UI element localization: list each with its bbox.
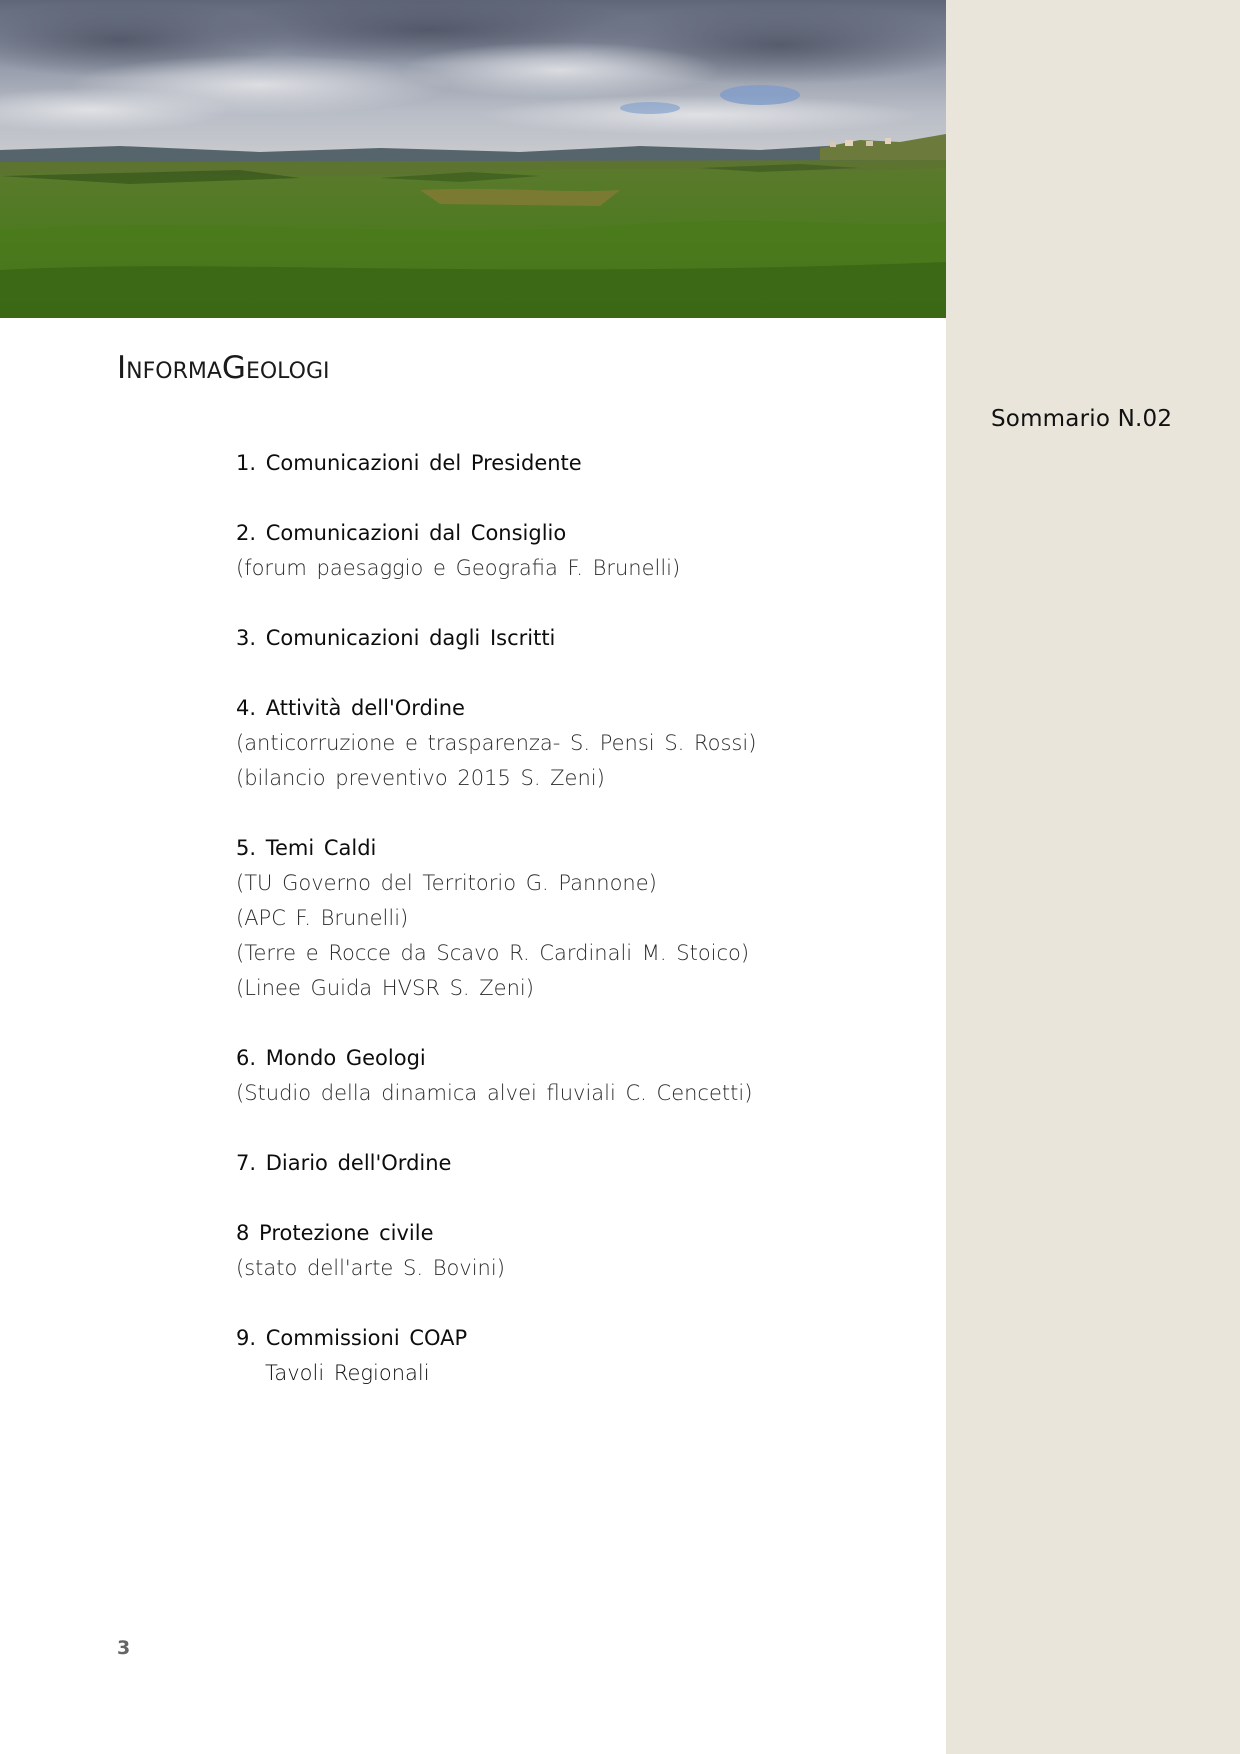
toc-heading[interactable]: 6. Mondo Geologi bbox=[236, 1046, 426, 1070]
toc-detail: (APC F. Brunelli) bbox=[236, 906, 409, 930]
toc-item-6 bbox=[236, 1041, 936, 1111]
toc-heading[interactable]: 7. Diario dell'Ordine bbox=[236, 1151, 452, 1175]
toc-detail: (TU Governo del Territorio G. Pannone) bbox=[236, 871, 657, 895]
toc-item-2 bbox=[236, 516, 936, 586]
toc-detail: (stato dell'arte S. Bovini) bbox=[236, 1256, 505, 1280]
toc-item-9 bbox=[236, 1321, 936, 1391]
toc-heading[interactable]: 8 Protezione civile bbox=[236, 1221, 434, 1245]
toc-item-1 bbox=[236, 446, 936, 481]
toc-subheading[interactable]: Tavoli Regionali bbox=[265, 1361, 430, 1385]
toc-detail: (Studio della dinamica alvei fluviali C. Cencetti) bbox=[236, 1081, 753, 1105]
toc-detail: (forum paesaggio e Geografia F. Brunelli) bbox=[236, 556, 681, 580]
toc-heading[interactable]: 2. Comunicazioni dal Consiglio bbox=[236, 521, 567, 545]
table-of-contents bbox=[236, 446, 936, 1426]
masthead-title bbox=[117, 350, 329, 386]
toc-detail: (bilancio preventivo 2015 S. Zeni) bbox=[236, 766, 605, 790]
landscape-image bbox=[0, 0, 946, 318]
toc-item-8 bbox=[236, 1216, 936, 1286]
masthead-part-2: EOLOGI bbox=[245, 359, 330, 384]
toc-heading[interactable]: 4. Attività dell'Ordine bbox=[236, 696, 465, 720]
sidebar-panel bbox=[946, 0, 1240, 1754]
masthead-initial-2: G bbox=[221, 350, 246, 386]
toc-item-3 bbox=[236, 621, 936, 656]
toc-item-7 bbox=[236, 1146, 936, 1181]
toc-item-4 bbox=[236, 691, 936, 796]
toc-heading[interactable]: 5. Temi Caldi bbox=[236, 836, 377, 860]
masthead-part-1: NFORMA bbox=[126, 359, 222, 384]
page-number: 3 bbox=[117, 1637, 131, 1659]
toc-detail: (anticorruzione e trasparenza- S. Pensi S. Rossi) bbox=[236, 731, 757, 755]
toc-heading[interactable]: 1. Comunicazioni del Presidente bbox=[236, 451, 582, 475]
summary-title: Sommario N.02 bbox=[991, 406, 1173, 432]
toc-detail: (Linee Guida HVSR S. Zeni) bbox=[236, 976, 534, 1000]
toc-item-5 bbox=[236, 831, 936, 1006]
toc-heading[interactable]: 9. Commissioni COAP bbox=[236, 1326, 468, 1350]
masthead-initial-1: I bbox=[117, 350, 127, 386]
hero-landscape-photo bbox=[0, 0, 946, 318]
toc-heading[interactable]: 3. Comunicazioni dagli Iscritti bbox=[236, 626, 556, 650]
toc-detail: (Terre e Rocce da Scavo R. Cardinali M. Stoico) bbox=[236, 941, 750, 965]
